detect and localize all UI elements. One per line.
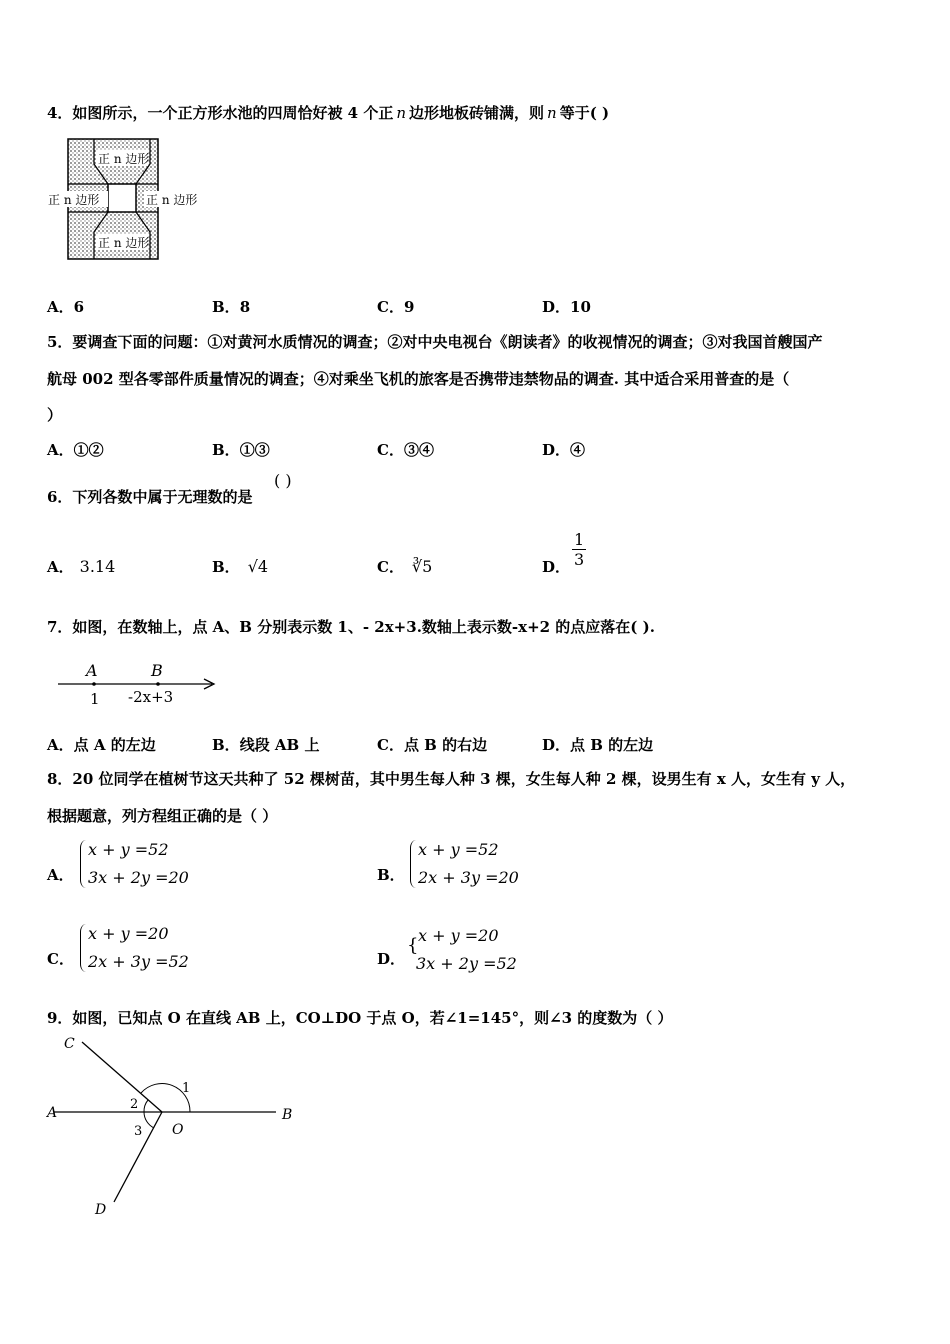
option-value: 点 A 的左边 bbox=[73, 736, 156, 754]
q9-label-o: O bbox=[172, 1122, 184, 1138]
q8-stem-line1: 8．20 位同学在植树节这天共种了 52 棵树苗，其中男生每人种 3 棵，女生每人种 2 棵，设男生有 x 人，女生有 y 人， bbox=[47, 770, 856, 788]
option-label: A． bbox=[47, 736, 74, 754]
option-label: A． bbox=[47, 298, 74, 316]
q8-b-eq2: 2x + 3y =20 bbox=[418, 868, 519, 887]
q7-label-b: B bbox=[151, 661, 163, 680]
q6-option-d[interactable] bbox=[542, 556, 570, 577]
q4-var-n2: n bbox=[547, 104, 557, 122]
q4-text-middle: 边形地板砖铺满，则 bbox=[409, 104, 545, 122]
q7-option-d[interactable] bbox=[542, 734, 653, 755]
q6-option-a[interactable] bbox=[47, 556, 115, 577]
option-value: ①② bbox=[73, 441, 104, 459]
option-label: C． bbox=[47, 950, 74, 968]
q9-angle-2: 2 bbox=[130, 1097, 139, 1112]
option-label: D． bbox=[377, 950, 406, 968]
option-label: B． bbox=[212, 736, 240, 754]
q5-option-c[interactable] bbox=[377, 439, 434, 460]
q5-stem-line2: 航母 002 型各零部件质量情况的调查；④对乘坐飞机的旅客是否携带违禁物品的调查. 其中适合采用普查的是（ bbox=[47, 370, 790, 388]
q6-option-c[interactable] bbox=[377, 556, 432, 577]
q8-stem-line2: 根据题意，列方程组正确的是（ ） bbox=[47, 807, 278, 825]
q5-stem-line3: ） bbox=[47, 406, 63, 424]
option-value: ①③ bbox=[239, 441, 270, 459]
fraction-denominator: 3 bbox=[574, 550, 585, 569]
q7-option-c[interactable] bbox=[377, 734, 487, 755]
q9-label-b: B bbox=[282, 1107, 293, 1123]
q4-option-b[interactable] bbox=[212, 296, 250, 317]
option-label: D． bbox=[542, 736, 571, 754]
q8-b-eq1: x + y =52 bbox=[418, 840, 499, 859]
q7-value-a: 1 bbox=[90, 690, 100, 708]
option-label: B． bbox=[212, 441, 240, 459]
q9-angle-1: 1 bbox=[182, 1081, 191, 1096]
q8-option-d[interactable] bbox=[377, 948, 405, 969]
q4-option-c[interactable] bbox=[377, 296, 414, 317]
brace-icon bbox=[410, 840, 417, 888]
q4-label-left: 正 n 边形 bbox=[48, 193, 100, 207]
option-label: D． bbox=[542, 558, 571, 576]
option-value: 点 B 的左边 bbox=[570, 736, 654, 754]
option-label: A． bbox=[47, 558, 74, 576]
option-value: 3.14 bbox=[79, 557, 116, 576]
option-label: B． bbox=[377, 866, 405, 884]
q5-option-b[interactable] bbox=[212, 439, 270, 460]
q6-option-b[interactable] bbox=[212, 556, 268, 577]
q4-option-a[interactable] bbox=[47, 296, 84, 317]
q8-c-eq1: x + y =20 bbox=[88, 924, 169, 943]
brace-icon: { bbox=[407, 935, 419, 956]
option-label: C． bbox=[377, 736, 404, 754]
q9-label-a: A bbox=[47, 1105, 58, 1121]
q9-angle-3: 3 bbox=[134, 1124, 143, 1139]
ray-oc bbox=[82, 1042, 162, 1112]
q4-option-d[interactable] bbox=[542, 296, 591, 317]
q4-label-right: 正 n 边形 bbox=[146, 193, 198, 207]
option-value: 8 bbox=[239, 298, 251, 316]
q7-label-a: A bbox=[86, 661, 98, 680]
option-value: 9 bbox=[403, 298, 415, 316]
question-4-stem bbox=[47, 102, 609, 123]
q9-stem: 9．如图，已知点 O 在直线 AB 上，CO⊥DO 于点 O，若∠1=145°，则∠3 的度数为（ ） bbox=[47, 1009, 673, 1027]
q8-c-eq2: 2x + 3y =52 bbox=[88, 952, 189, 971]
option-value: ③④ bbox=[403, 441, 434, 459]
point-a-marker bbox=[92, 682, 96, 686]
option-label: C． bbox=[377, 441, 404, 459]
option-label: D． bbox=[542, 298, 571, 316]
option-label: B． bbox=[212, 558, 240, 576]
option-value: ∛5 bbox=[411, 557, 433, 576]
q4-text-after: 等于( ) bbox=[559, 104, 610, 122]
q8-option-a[interactable] bbox=[47, 864, 74, 885]
option-value: 线段 AB 上 bbox=[239, 736, 320, 754]
q7-value-b: -2x+3 bbox=[128, 688, 174, 706]
q8-a-eq1: x + y =52 bbox=[88, 840, 169, 859]
q9-label-d: D bbox=[95, 1202, 107, 1218]
option-label: C． bbox=[377, 558, 404, 576]
brace-icon bbox=[80, 840, 87, 888]
q8-d-eq1: x + y =20 bbox=[418, 926, 499, 945]
angle-2-arc bbox=[144, 1100, 148, 1112]
q7-option-a[interactable] bbox=[47, 734, 156, 755]
q4-label-top: 正 n 边形 bbox=[98, 152, 150, 166]
q8-option-b[interactable] bbox=[377, 864, 405, 885]
q7-number-line-figure bbox=[54, 656, 224, 712]
q4-label-bottom: 正 n 边形 bbox=[98, 236, 150, 250]
option-label: B． bbox=[212, 298, 240, 316]
option-label: D． bbox=[542, 441, 571, 459]
brace-icon bbox=[80, 924, 87, 972]
option-value: ④ bbox=[570, 441, 586, 459]
q5-option-a[interactable] bbox=[47, 439, 104, 460]
option-label: C． bbox=[377, 298, 404, 316]
q7-option-b[interactable] bbox=[212, 734, 319, 755]
fraction-numerator: 1 bbox=[574, 530, 585, 549]
q9-label-c: C bbox=[64, 1036, 75, 1052]
q5-option-d[interactable] bbox=[542, 439, 585, 460]
q8-a-eq2: 3x + 2y =20 bbox=[88, 868, 189, 887]
point-b-marker bbox=[156, 682, 160, 686]
q5-stem-line1: 5．要调查下面的问题：①对黄河水质情况的调查；②对中央电视台《朗读者》的收视情况的调查；③对我国首艘国产 bbox=[47, 333, 823, 351]
q9-angle-figure bbox=[44, 1030, 304, 1220]
q6-stem: 6．下列各数中属于无理数的是 bbox=[47, 488, 253, 506]
q6-paren: ( ) bbox=[274, 471, 292, 490]
q4-var-n: n bbox=[396, 104, 406, 122]
option-label: A． bbox=[47, 441, 74, 459]
option-value: 点 B 的右边 bbox=[403, 736, 488, 754]
q6-option-d-fraction bbox=[572, 530, 586, 569]
option-value: 10 bbox=[570, 298, 591, 316]
option-value: 6 bbox=[73, 298, 85, 316]
q7-stem: 7．如图，在数轴上，点 A、B 分别表示数 1、- 2x+3.数轴上表示数-x+2 的点应落在( ). bbox=[47, 618, 655, 636]
q4-pool-figure bbox=[46, 134, 216, 264]
option-label: A． bbox=[47, 866, 74, 884]
option-value: √4 bbox=[247, 557, 269, 576]
q8-option-c[interactable] bbox=[47, 948, 74, 969]
angle-3-arc bbox=[144, 1112, 154, 1128]
q8-d-eq2: 3x + 2y =52 bbox=[416, 954, 517, 973]
q4-text-before: 4．如图所示，一个正方形水池的四周恰好被 4 个正 bbox=[47, 104, 394, 122]
